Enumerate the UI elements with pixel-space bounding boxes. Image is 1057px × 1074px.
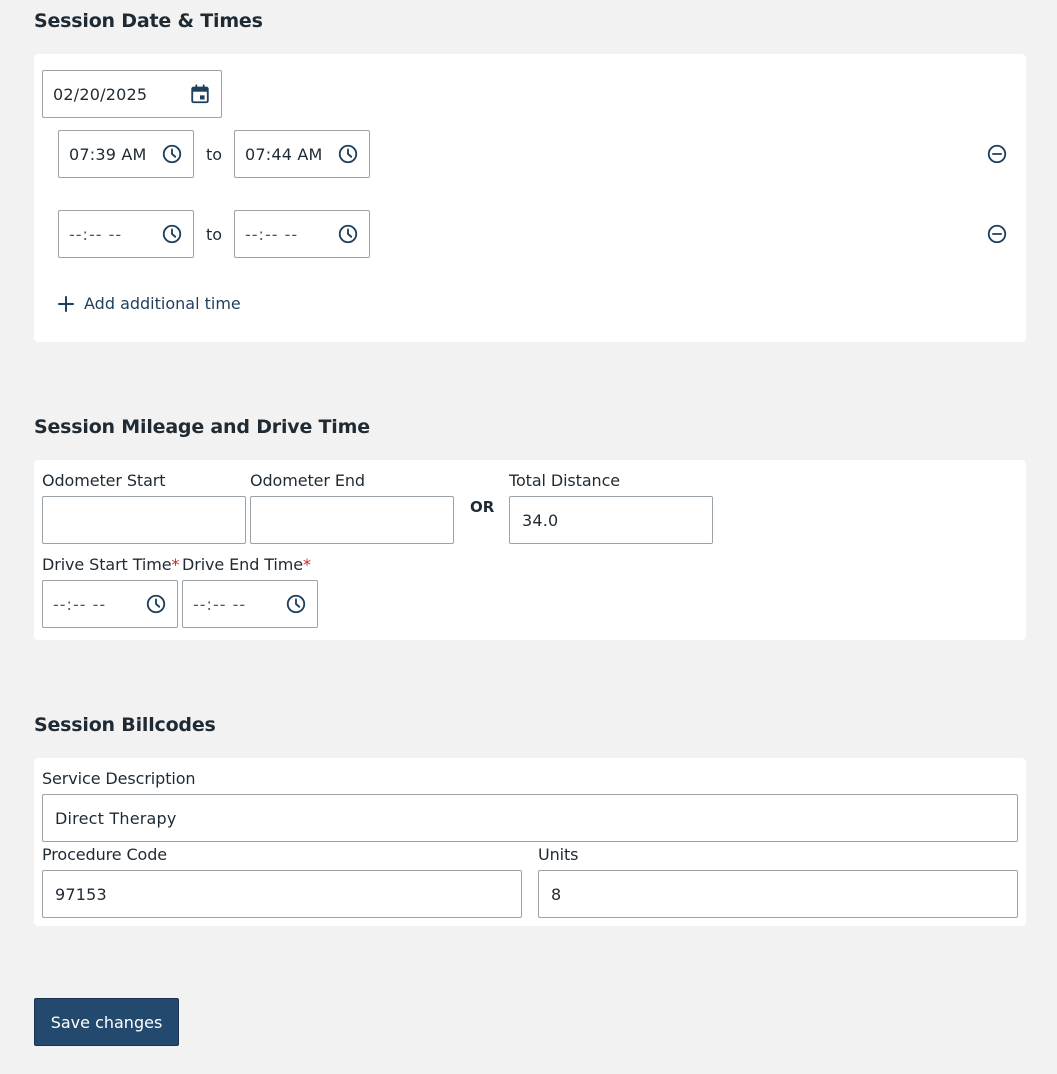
session-date-input[interactable] — [42, 70, 222, 118]
odometer-end-input[interactable] — [250, 496, 454, 544]
time-range-1-to-label: to — [206, 145, 223, 164]
time-range-1-end-input[interactable] — [234, 130, 370, 178]
time-range-2-end-value: --:-- -- — [245, 224, 299, 244]
drive-start-time-label — [42, 555, 179, 574]
clock-icon[interactable] — [285, 593, 307, 615]
total-distance-value: 34.0 — [522, 510, 559, 530]
drive-start-time-value: --:-- -- — [53, 594, 107, 614]
required-marker: * — [171, 555, 180, 574]
clock-icon[interactable] — [161, 143, 183, 165]
minus-circle-icon — [986, 223, 1008, 245]
units-input[interactable] — [538, 870, 1018, 918]
clock-icon[interactable] — [337, 223, 359, 245]
section-title-session-times: Session Date & Times — [34, 10, 263, 32]
plus-icon — [58, 296, 74, 312]
clock-icon[interactable] — [161, 223, 183, 245]
procedure-code-input[interactable] — [42, 870, 522, 918]
save-changes-button[interactable]: Save changes — [34, 998, 179, 1046]
procedure-code-label: Procedure Code — [42, 845, 168, 864]
drive-start-time-label-text: Drive Start Time — [42, 555, 172, 574]
clock-icon[interactable] — [145, 593, 167, 615]
service-description-label: Service Description — [42, 769, 196, 788]
remove-time-range-2-button[interactable] — [986, 223, 1008, 245]
drive-end-time-label — [182, 555, 311, 574]
odometer-end-label: Odometer End — [250, 471, 365, 490]
units-value: 8 — [551, 884, 562, 904]
drive-end-time-input[interactable] — [182, 580, 318, 628]
odometer-start-label: Odometer Start — [42, 471, 166, 490]
service-description-input[interactable] — [42, 794, 1018, 842]
drive-start-time-input[interactable] — [42, 580, 178, 628]
session-times-card — [34, 54, 1026, 342]
section-title-mileage: Session Mileage and Drive Time — [34, 416, 370, 438]
add-additional-time-link[interactable] — [58, 294, 241, 313]
odometer-start-input[interactable] — [42, 496, 246, 544]
required-marker: * — [303, 555, 311, 574]
total-distance-input[interactable] — [509, 496, 713, 544]
or-separator: OR — [470, 498, 495, 516]
add-additional-time-label: Add additional time — [84, 294, 241, 313]
total-distance-label: Total Distance — [509, 471, 621, 490]
time-range-2-end-input[interactable] — [234, 210, 370, 258]
clock-icon[interactable] — [337, 143, 359, 165]
drive-end-time-value: --:-- -- — [193, 594, 247, 614]
units-label: Units — [538, 845, 579, 864]
mileage-card — [34, 460, 1026, 640]
calendar-icon[interactable] — [189, 83, 211, 105]
remove-time-range-1-button[interactable] — [986, 143, 1008, 165]
time-range-1-start-value: 07:39 AM — [69, 144, 147, 164]
time-range-1-end-value: 07:44 AM — [245, 144, 323, 164]
time-range-1-start-input[interactable] — [58, 130, 194, 178]
billcodes-card — [34, 758, 1026, 926]
service-description-value: Direct Therapy — [55, 808, 177, 828]
drive-end-time-label-text: Drive End Time — [182, 555, 303, 574]
section-title-billcodes: Session Billcodes — [34, 714, 216, 736]
time-range-2-start-value: --:-- -- — [69, 224, 123, 244]
time-range-2-start-input[interactable] — [58, 210, 194, 258]
time-range-2-to-label: to — [206, 225, 223, 244]
session-date-value: 02/20/2025 — [53, 84, 148, 104]
minus-circle-icon — [986, 143, 1008, 165]
procedure-code-value: 97153 — [55, 884, 107, 904]
